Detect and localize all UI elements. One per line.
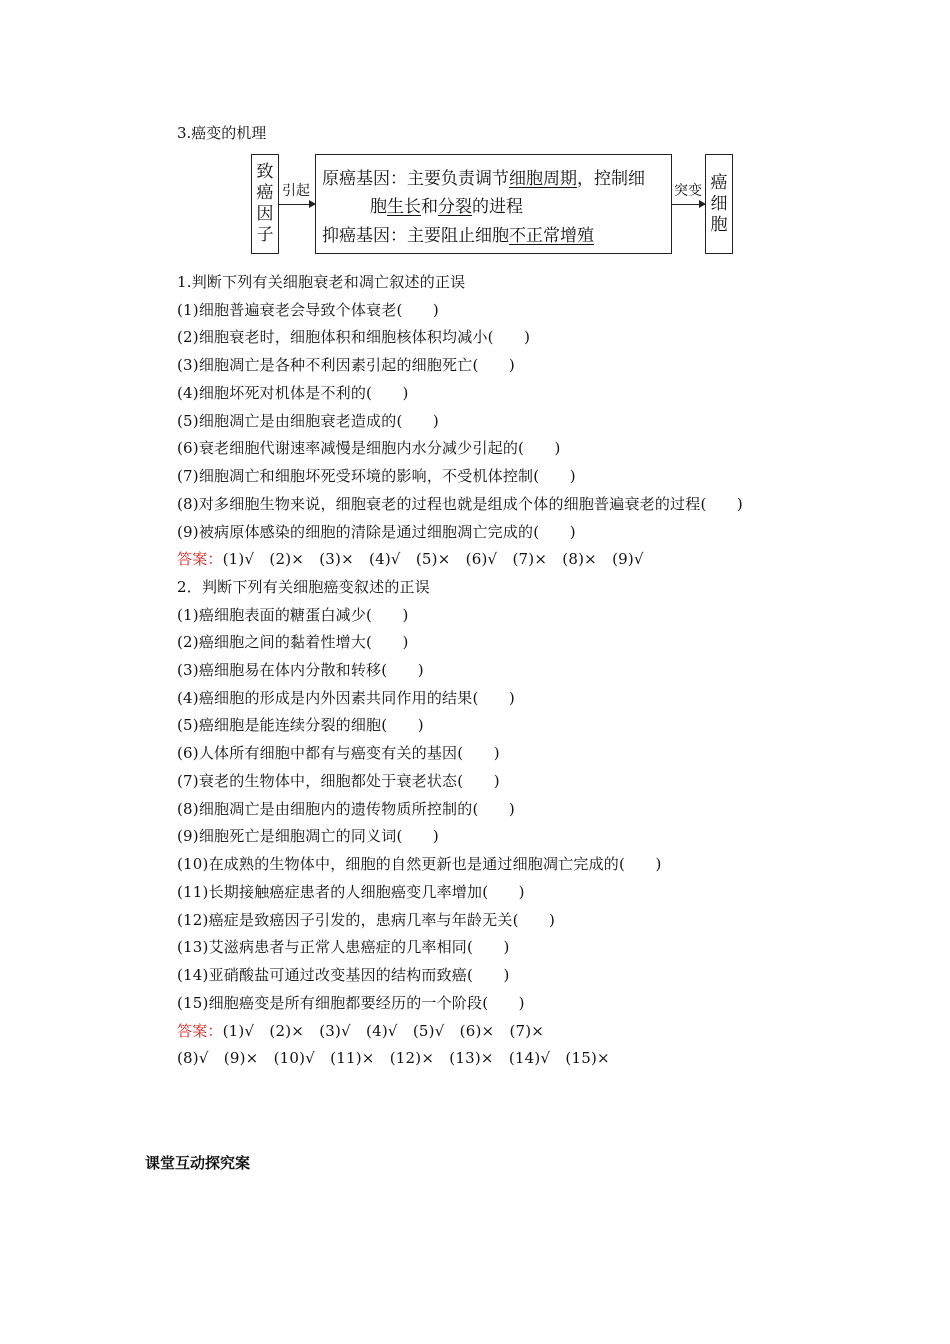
answer-label: 答案： [177,550,223,568]
q2-item: (9)细胞死亡是细胞凋亡的同义词( ) [177,827,439,845]
q2-item: (6)人体所有细胞中都有与癌变有关的基因( ) [177,744,500,762]
abnormal-proliferation-term: 不正常增殖 [509,226,594,246]
q1-item: (2)细胞衰老时，细胞体积和细胞核体积均减小( ) [177,328,531,346]
process-text: 的进程 [472,197,523,217]
q1-item: (3)细胞凋亡是各种不利因素引起的细胞死亡( ) [177,356,515,374]
q2-item: (3)癌细胞易在体内分散和转移( ) [177,661,424,679]
cancer-cell-char: 胞 [710,214,728,235]
q2-item: (10)在成熟的生物体中，细胞的自然更新也是通过细胞凋亡完成的( ) [177,855,662,873]
mutation-arrow [672,204,705,205]
answer-text: (1)√ (2)× (3)× (4)√ (5)× (6)√ (7)× (8)× (9)√ [222,550,644,568]
q2-item: (15)细胞癌变是所有细胞都要经历的一个阶段( ) [177,994,525,1012]
carcinogen-box [251,154,279,254]
control-text: ，控制细 [577,169,645,189]
carcinogen-char: 致 [256,162,274,182]
q2-item: (2)癌细胞之间的黏着性增大( ) [177,633,409,651]
q1-item: (9)被病原体感染的细胞的清除是通过细胞凋亡完成的( ) [177,523,576,541]
cancer-mechanism-diagram [251,152,736,256]
q2-item: (5)癌细胞是能连续分裂的细胞( ) [177,716,424,734]
q2-item: (4)癌细胞的形成是内外因素共同作用的结果( ) [177,689,515,707]
q1-item: (4)细胞坏死对机体是不利的( ) [177,384,409,402]
q2-answer-continued: (8)√ (9)× (10)√ (11)× (12)× (13)× (14)√ (15)× [177,1049,610,1067]
cause-label: 引起 [282,183,310,199]
carcinogen-char: 癌 [256,183,274,203]
q2-title: 2．判断下列有关细胞癌变叙述的正误 [177,578,430,596]
q2-answer [177,1020,544,1041]
q1-item: (1)细胞普遍衰老会导致个体衰老( ) [177,301,439,319]
cell-cycle-term: 细胞周期 [509,169,577,189]
growth-term: 生长 [387,197,421,217]
mutation-label: 突变 [674,183,702,199]
q1-item: (8)对多细胞生物来说，细胞衰老的过程也就是组成个体的细胞普遍衰老的过程( ) [177,495,743,513]
cause-arrow [279,204,315,205]
cell-text: 胞 [370,197,387,217]
carcinogen-char: 子 [256,225,274,245]
answer-text: (1)√ (2)× (3)√ (4)√ (5)√ (6)× (7)× [222,1022,545,1040]
answer-label: 答案： [177,1022,223,1040]
q1-item: (6)衰老细胞代谢速率减慢是细胞内水分减少引起的( ) [177,439,561,457]
gene-box [315,154,672,254]
q2-item: (13)艾滋病患者与正常人患癌症的几率相同( ) [177,938,510,956]
q2-item: (14)亚硝酸盐可通过改变基因的结构而致癌( ) [177,966,510,984]
and-text: 和 [421,197,438,217]
section-heading: 课堂互动探究案 [145,1154,251,1172]
tumor-suppressor-text: 抑癌基因：主要阻止细胞 [322,226,509,246]
q2-item: (12)癌症是致癌因子引发的，患病几率与年龄无关( ) [177,911,556,929]
q1-item: (5)细胞凋亡是由细胞衰老造成的( ) [177,412,439,430]
q2-item: (7)衰老的生物体中，细胞都处于衰老状态( ) [177,772,500,790]
q1-item: (7)细胞凋亡和细胞坏死受环境的影响，不受机体控制( ) [177,467,576,485]
division-term: 分裂 [438,197,472,217]
cancer-cell-box [705,154,733,254]
q1-title: 1.判断下列有关细胞衰老和凋亡叙述的正误 [177,273,466,291]
section-title: 3.癌变的机理 [177,124,267,142]
cancer-cell-char: 细 [710,193,728,214]
cancer-cell-char: 癌 [710,172,728,193]
carcinogen-char: 因 [256,204,274,224]
q2-item: (11)长期接触癌症患者的人细胞癌变几率增加( ) [177,883,525,901]
q2-item: (1)癌细胞表面的糖蛋白减少( ) [177,606,409,624]
q2-item: (8)细胞凋亡是由细胞内的遗传物质所控制的( ) [177,800,515,818]
proto-oncogene-text: 原癌基因：主要负责调节 [322,169,509,189]
q1-answer [177,548,644,569]
